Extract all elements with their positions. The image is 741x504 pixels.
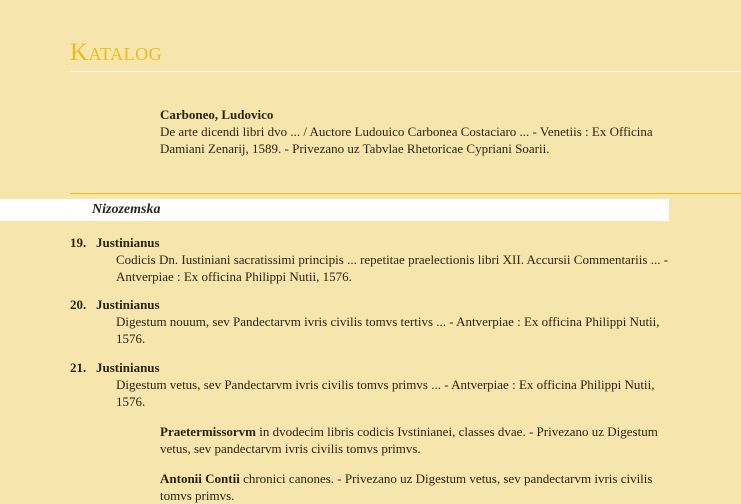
entry-heading — [70, 234, 680, 251]
entry-text: Digestum nouum, sev Pandectarvm ivris civilis tomvs tertivs ... - Antverpiae : Ex officina Philippi Nutii, 1576. — [116, 314, 660, 346]
entry-author: Justinianus — [96, 235, 160, 250]
entry-number: 21. — [70, 360, 87, 375]
intro-entry — [160, 106, 680, 157]
catalog-entry-21 — [70, 359, 680, 410]
sub-entry-text: in dvodecim libris codicis Ivstinianei, classes dvae. - Privezano uz Digestum vetus, sev pandectarvm ivris civilis tomvs primvs. — [160, 424, 658, 456]
entry-number: 19. — [70, 235, 87, 250]
entry-heading — [70, 359, 680, 376]
entry-number: 20. — [70, 297, 87, 312]
catalog-entry-19 — [70, 234, 680, 285]
entry-text: Codicis Dn. Iustiniani sacratissimi principis ... repetitae praelectionis libri XII. Accursii Commentariis ... - Antverpiae : Ex officina Philippi Nutii, 1576. — [116, 252, 669, 284]
section-divider — [70, 193, 741, 194]
page-title: Katalog — [70, 39, 163, 66]
section-title: Nizozemska — [92, 202, 161, 217]
title-divider — [70, 71, 741, 72]
entry-author: Justinianus — [96, 360, 160, 375]
entry-author: Justinianus — [96, 297, 160, 312]
sub-entry-praetermissorvm — [160, 423, 680, 457]
intro-entry-text: De arte dicendi libri dvo ... / Auctore Ludouico Carbonea Costaciaro ... - Venetiis : Ex Officina Damiani Zenarij, 1589. - Privezano uz Tabvlae Rhetoricae Cypriani Soarii. — [160, 124, 653, 156]
intro-entry-author: Carboneo, Ludovico — [160, 107, 274, 122]
sub-entry-lead: Praetermissorvm — [160, 424, 257, 439]
sub-entry-text: chronici canones. - Privezano uz Digestum vetus, sev pandectarvm ivris civilis tomvs primvs. — [160, 471, 653, 503]
entry-heading — [70, 296, 680, 313]
sub-entry-antonii-contii — [160, 470, 680, 504]
catalog-entry-20 — [70, 296, 680, 347]
sub-entry-lead: Antonii Contii — [160, 471, 240, 486]
entry-text: Digestum vetus, sev Pandectarvm ivris civilis tomvs primvs ... - Antverpiae : Ex officina Philippi Nutii, 1576. — [116, 377, 655, 409]
